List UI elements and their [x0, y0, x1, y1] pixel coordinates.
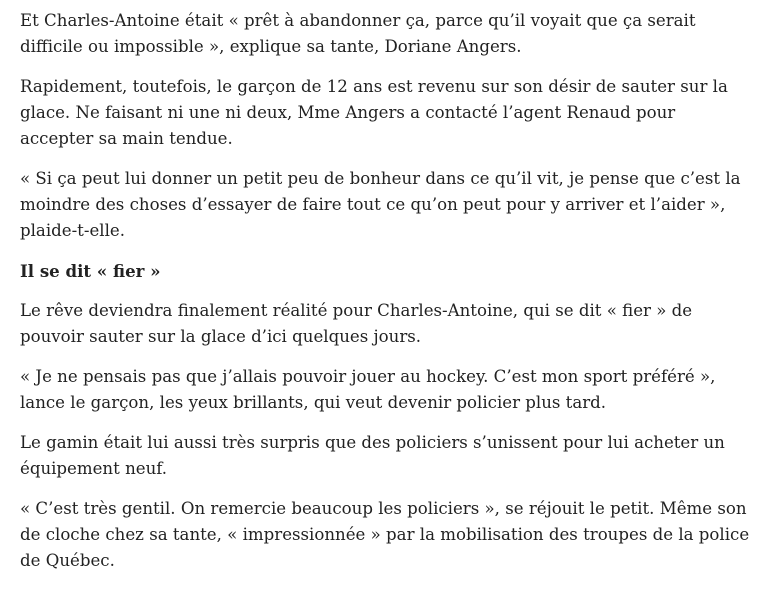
section-subheading: Il se dit « fier »	[20, 261, 161, 281]
paragraph: Le rêve deviendra finalement réalité pour Charles-Antoine, qui se dit « fier » de pouvoir sauter sur la glace d’ici quelques jours.	[20, 301, 693, 346]
article-body	[20, 8, 750, 588]
paragraph: Rapidement, toutefois, le garçon de 12 ans est revenu sur son désir de sauter sur la glace. Ne faisant ni une ni deux, Mme Angers a contacté l’agent Renaud pour accepter sa main tendue.	[20, 77, 728, 148]
paragraph: Et Charles-Antoine était « prêt à abandonner ça, parce qu’il voyait que ça serait difficile ou impossible », explique sa tante, Doriane Angers.	[20, 11, 696, 56]
paragraph: « C’est très gentil. On remercie beaucoup les policiers », se réjouit le petit. Même son de cloche chez sa tante, « impressionnée » par la mobilisation des troupes de la police de Québec.	[20, 499, 750, 570]
paragraph: « Si ça peut lui donner un petit peu de bonheur dans ce qu’il vit, je pense que c’est la moindre des choses d’essayer de faire tout ce qu’on peut pour y arriver et l’aider », plaide-t-elle.	[20, 169, 741, 240]
paragraph: « Je ne pensais pas que j’allais pouvoir jouer au hockey. C’est mon sport préféré », lance le garçon, les yeux brillants, qui veut devenir policier plus tard.	[20, 367, 716, 412]
paragraph: Le gamin était lui aussi très surpris que des policiers s’unissent pour lui acheter un équipement neuf.	[20, 433, 725, 478]
